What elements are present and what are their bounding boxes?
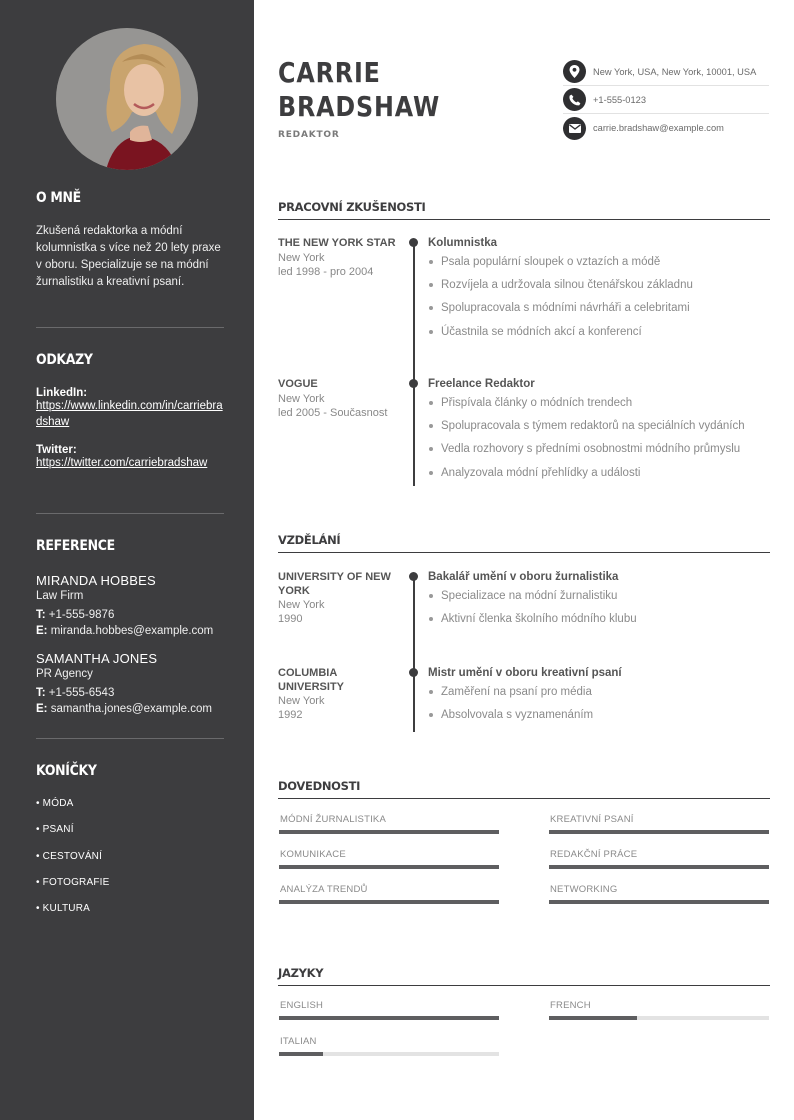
organization-name: COLUMBIA UNIVERSITY (278, 667, 345, 693)
bullet-item: Vedla rozhovory s předními osobnostmi módního průmyslu (428, 442, 768, 465)
skill-label: REDAKČNÍ PRÁCE (550, 849, 638, 860)
bullet-item: Spolupracovala s módními návrháři a celebritami (428, 301, 768, 324)
education-heading: VZDĚLÁNÍ (278, 533, 770, 553)
skill-bar-fill (279, 830, 499, 834)
reference-item (36, 573, 224, 639)
link-twitter (36, 444, 224, 472)
location-pin-icon (563, 60, 586, 83)
bullet-item: Specializace na módní žurnalistiku (428, 589, 768, 612)
entry-bullets (428, 396, 768, 489)
profile-photo (56, 28, 198, 170)
skill-item (279, 814, 499, 834)
skill-label: ANALÝZA TRENDŮ (280, 884, 368, 895)
links-section (36, 350, 224, 472)
entry-bullets (428, 255, 768, 348)
entry-dates: led 2005 - Současnost (278, 406, 388, 419)
twitter-url[interactable]: https://twitter.com/carriebradshaw (36, 457, 208, 469)
hobbies-list (36, 798, 224, 929)
contact-phone-text: +1-555-0123 (593, 94, 646, 105)
bullet-item: Spolupracovala s týmem redaktorů na speciálních vydáních (428, 419, 768, 442)
skill-bar (279, 865, 499, 869)
skills-heading: DOVEDNOSTI (278, 779, 770, 799)
skill-bar-fill (549, 900, 769, 904)
contact-address (563, 58, 769, 86)
reference-company: Law Firm (36, 590, 84, 602)
entry-position: Kolumnistka (428, 237, 498, 249)
education-timeline (413, 576, 415, 732)
entry-bullets (428, 589, 768, 635)
timeline-dot (409, 572, 418, 581)
sidebar-divider (36, 738, 224, 739)
entry-organization (278, 667, 398, 722)
reference-company: PR Agency (36, 668, 93, 680)
organization-name: VOGUE (278, 378, 318, 390)
reference-phone: T: +1-555-9876 (36, 609, 115, 621)
hobby-item: • CESTOVÁNÍ (36, 850, 103, 862)
reference-name: SAMANTHA JONES (36, 651, 158, 666)
hobby-item: • MÓDA (36, 798, 74, 809)
linkedin-label: LinkedIn: (36, 387, 88, 399)
language-bar-fill (279, 1052, 323, 1056)
skill-bar (549, 900, 769, 904)
organization-name: THE NEW YORK STAR (278, 237, 396, 249)
skill-item (279, 849, 499, 869)
reference-section (36, 536, 224, 717)
hobbies-section (36, 761, 224, 929)
first-name: CARRIE (278, 56, 381, 89)
entry-dates: 1990 (278, 613, 303, 625)
skill-item (549, 849, 769, 869)
timeline-dot (409, 238, 418, 247)
sidebar (0, 0, 254, 1120)
phone-icon (563, 88, 586, 111)
language-bar (549, 1016, 769, 1020)
job-title: REDAKTOR (278, 130, 340, 140)
bullet-item: Rozvíjela a udržovala silnou čtenářskou základnu (428, 278, 768, 301)
language-bar-fill (549, 1016, 637, 1020)
entry-position: Bakalář umění v oboru žurnalistika (428, 571, 619, 583)
skill-item (279, 884, 499, 904)
linkedin-url[interactable]: https://www.linkedin.com/in/carriebradshaw (36, 400, 223, 428)
hobby-item: • PSANÍ (36, 824, 74, 836)
entry-bullets (428, 685, 768, 731)
language-bar-fill (279, 1016, 499, 1020)
entry-dates: led 1998 - pro 2004 (278, 265, 374, 278)
language-item (279, 1036, 499, 1056)
language-item (549, 1000, 769, 1020)
skill-bar-fill (279, 900, 499, 904)
sidebar-divider (36, 327, 224, 328)
language-label: ITALIAN (280, 1036, 317, 1047)
entry-organization (278, 571, 398, 626)
skill-bar (549, 830, 769, 834)
contact-list (563, 58, 769, 142)
organization-name: UNIVERSITY OF NEW YORK (278, 571, 391, 597)
skill-bar (279, 900, 499, 904)
about-text: Zkušená redaktorka a módní kolumnistka s více než 20 lety praxe v oboru. Specializuje se na módní žurnalistiku a kreativní psaní. (36, 225, 221, 288)
language-bar (279, 1052, 499, 1056)
reference-email: E: samantha.jones@example.com (36, 703, 212, 715)
skill-bar (549, 865, 769, 869)
hobby-item: • KULTURA (36, 903, 91, 915)
language-item (279, 1000, 499, 1020)
entry-position: Freelance Redaktor (428, 378, 535, 390)
entry-organization (278, 237, 398, 279)
skill-bar-fill (549, 865, 769, 869)
language-bar (279, 1016, 499, 1020)
skill-item (549, 884, 769, 904)
contact-email (563, 114, 769, 142)
language-label: FRENCH (550, 1000, 591, 1011)
reference-name: MIRANDA HOBBES (36, 573, 156, 588)
reference-item (36, 651, 224, 717)
skill-bar-fill (279, 865, 499, 869)
reference-email: E: miranda.hobbes@example.com (36, 625, 214, 637)
entry-dates: 1992 (278, 709, 303, 721)
skill-label: MÓDNÍ ŽURNALISTIKA (280, 814, 386, 825)
entry-position: Mistr umění v oboru kreativní psaní (428, 667, 622, 679)
envelope-icon (563, 117, 586, 140)
hobby-item: • FOTOGRAFIE (36, 876, 110, 888)
last-name: BRADSHAW (278, 90, 441, 123)
contact-address-text: New York, USA, New York, 10001, USA (593, 66, 757, 77)
bullet-item: Účastnila se módních akcí a konferencí (428, 325, 768, 348)
bullet-item: Aktivní členka školního módního klubu (428, 612, 768, 635)
contact-email-text: carrie.bradshaw@example.com (593, 123, 724, 133)
languages-heading: JAZYKY (278, 966, 770, 986)
bullet-item: Analyzovala módní přehlídky a události (428, 466, 768, 489)
skill-label: KOMUNIKACE (280, 849, 346, 860)
entry-organization (278, 378, 398, 420)
reference-heading: REFERENCE (36, 536, 115, 554)
full-name (278, 56, 440, 124)
hobbies-heading: KONÍČKY (36, 761, 97, 779)
timeline-dot (409, 379, 418, 388)
organization-location: New York (278, 695, 325, 707)
experience-timeline (413, 242, 415, 486)
skill-label: NETWORKING (550, 884, 618, 895)
organization-location: New York (278, 599, 325, 611)
about-section (36, 188, 224, 291)
reference-phone: T: +1-555-6543 (36, 687, 115, 699)
links-heading: ODKAZY (36, 350, 93, 368)
language-label: ENGLISH (280, 1000, 324, 1011)
contact-phone (563, 86, 769, 114)
skill-item (549, 814, 769, 834)
skill-label: KREATIVNÍ PSANÍ (550, 814, 634, 825)
about-heading: O MNĚ (36, 188, 81, 206)
experience-heading: PRACOVNÍ ZKUŠENOSTI (278, 200, 770, 220)
skill-bar-fill (549, 830, 769, 834)
timeline-dot (409, 668, 418, 677)
bullet-item: Přispívala články o módních trendech (428, 396, 768, 419)
bullet-item: Absolvovala s vyznamenáním (428, 708, 768, 731)
bullet-item: Zaměření na psaní pro média (428, 685, 768, 708)
skill-bar (279, 830, 499, 834)
bullet-item: Psala populární sloupek o vztazích a módě (428, 255, 768, 278)
sidebar-divider (36, 513, 224, 514)
link-linkedin (36, 387, 224, 430)
organization-location: New York (278, 251, 325, 264)
organization-location: New York (278, 392, 325, 405)
twitter-label: Twitter: (36, 444, 77, 456)
